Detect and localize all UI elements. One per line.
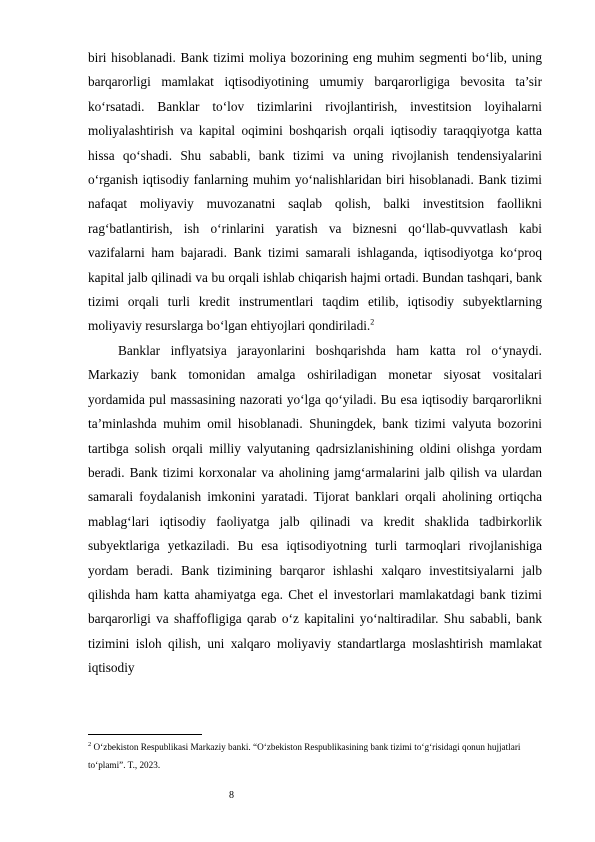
page-number: 8	[229, 790, 234, 801]
footnote-mark: 2	[88, 740, 92, 748]
footnote	[88, 738, 542, 774]
footnote-separator	[88, 734, 202, 735]
paragraph-1-text: biri hisoblanadi. Bank tizimi moliya bozorining eng muhim segmenti bo‘lib, uning barqarorligi mamlakat iqtisodiyotining umumiy barqarorligiga bevosita ta’sir ko‘rsatadi. Banklar to‘lov tizimlarini rivojlantirish, investitsion loyihalarni moliyalashtirish va kapital oqimini boshqarish orqali iqtisodiy taraqqiyotga katta hissa qo‘shadi. Shu sababli, bank tizimi va uning rivojlanish tendensiyalarini o‘rganish iqtisodiy fanlarning muhim yo‘nalishlaridan biri hisoblanadi. Bank tizimi nafaqat moliyaviy muvozanatni saqlab qolish, balki investitsion faollikni rag‘batlantirish, ish o‘rinlarini yaratish va biznesni qo‘llab-quvvatlash kabi vazifalarni ham bajaradi. Bank tizimi samarali ishlaganda, iqtisodiyotga ko‘proq kapital jalb qilinadi va bu orqali ishlab chiqarish hajmi ortadi. Bundan tashqari, bank tizimi orqali turli kredit instrumentlari taqdim etilib, iqtisodiy subyektlarning moliyaviy resurslarga bo‘lgan ehtiyojlari qondiriladi.	[88, 50, 542, 334]
page-body	[88, 46, 542, 681]
footnote-reference[interactable]: 2	[370, 318, 375, 328]
body-paragraph-1	[88, 46, 542, 339]
footnote-text: O‘zbekiston Respublikasi Markaziy banki. “O‘zbekiston Respublikasining bank tizimi to‘g‘risidagi qonun hujjatlari to‘plami”. T., 2023.	[88, 742, 521, 770]
body-paragraph-2: Banklar inflyatsiya jarayonlarini boshqarishda ham katta rol o‘ynaydi. Markaziy bank tomonidan amalga oshiriladigan monetar siyosat vositalari yordamida pul massasining nazorati yo‘lga qo‘yiladi. Bu esa iqtisodiy barqarorlikni ta’minlashda muhim omil hisoblanadi. Shuningdek, bank tizimi valyuta bozorini tartibga solish orqali milliy valyutaning qadrsizlanishining oldini olishga yordam beradi. Bank tizimi korxonalar va aholining jamg‘armalarini jalb qilish va ulardan samarali foydalanish imkonini yaratadi. Tijorat banklari orqali aholining ortiqcha mablag‘lari iqtisodiy faoliyatga jalb qilinadi va kredit shaklida tadbirkorlik subyektlariga yetkaziladi. Bu esa iqtisodiyotning turli tarmoqlari rivojlanishiga yordam beradi. Bank tizimining barqaror ishlashi xalqaro investitsiyalarni jalb qilishda ham katta ahamiyatga ega. Chet el investorlari mamlakatdagi bank tizimi barqarorligi va shaffofligiga qarab o‘z kapitalini yo‘naltiradilar. Shu sababli, bank tizimini isloh qilish, uni xalqaro moliyaviy standartlarga moslashtirish mamlakat iqtisodiy	[88, 342, 542, 676]
